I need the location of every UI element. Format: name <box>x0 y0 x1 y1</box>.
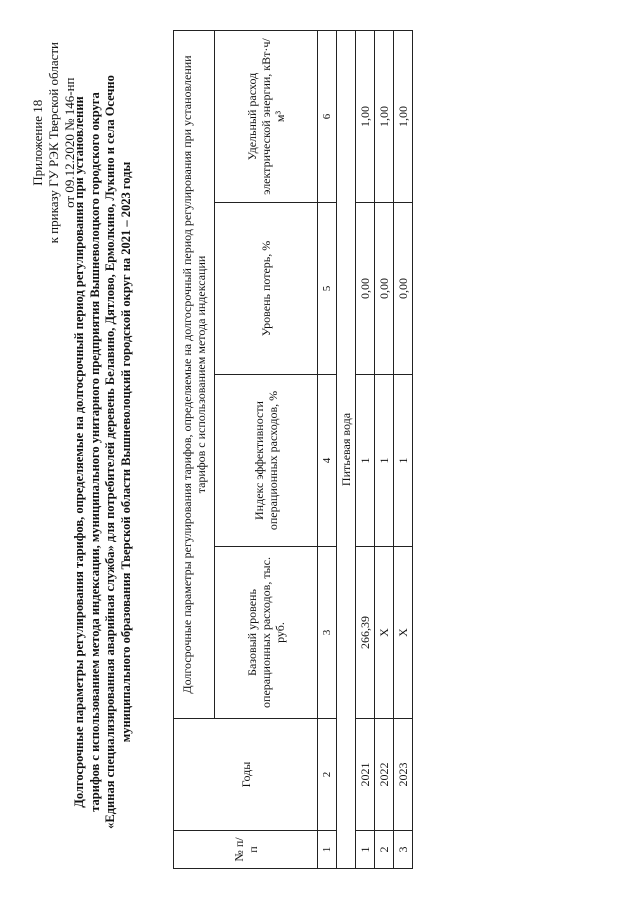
cell-energy-rate: 1,00 <box>393 30 412 202</box>
cell-losses: 0,00 <box>374 203 393 375</box>
appendix-line-2: к приказу ГУ РЭК Тверской области <box>45 42 61 244</box>
col-number: 6 <box>317 30 336 202</box>
appendix-line-1: Приложение 18 <box>29 99 45 186</box>
appendix-header <box>30 42 78 243</box>
header-col-energy-rate: Удельный расход электрической энергии, кВт·ч/м³ <box>214 30 317 202</box>
rotated-content <box>10 2 630 902</box>
column-numbers-row <box>317 30 336 868</box>
table-row <box>374 30 393 868</box>
header-group: Долгосрочные параметры регулирования тарифов, определяемые на долгосрочный период регулирования при установлении тарифов с использованием метода индексации <box>173 30 214 718</box>
cell-energy-rate: 1,00 <box>374 30 393 202</box>
col-number: 5 <box>317 203 336 375</box>
cell-base-level: X <box>374 547 393 719</box>
section-label: Питьевая вода <box>336 30 355 868</box>
cell-base-level: 266,39 <box>355 547 374 719</box>
cell-losses: 0,00 <box>355 203 374 375</box>
header-col-losses: Уровень потерь, % <box>214 203 317 375</box>
header-num: № п/п <box>173 831 317 869</box>
cell-efficiency-index: 1 <box>374 375 393 547</box>
col-number: 4 <box>317 375 336 547</box>
col-number: 1 <box>317 831 336 869</box>
col-number: 2 <box>317 719 336 831</box>
cell-num: 3 <box>393 831 412 869</box>
section-row <box>336 30 355 868</box>
title-line-4: муниципального образования Тверской области Вышневолоцкий городской округ на 2021 – 2023 годы <box>118 161 132 743</box>
table-row <box>393 30 412 868</box>
cell-num: 1 <box>355 831 374 869</box>
cell-year: 2023 <box>393 719 412 831</box>
document-title <box>72 42 134 862</box>
cell-num: 2 <box>374 831 393 869</box>
cell-energy-rate: 1,00 <box>355 30 374 202</box>
col-number: 3 <box>317 547 336 719</box>
cell-year: 2022 <box>374 719 393 831</box>
header-years: Годы <box>173 719 317 831</box>
cell-year: 2021 <box>355 719 374 831</box>
cell-base-level: X <box>393 547 412 719</box>
cell-losses: 0,00 <box>393 203 412 375</box>
header-col-efficiency-index: Индекс эффективности операционных расходов, % <box>214 375 317 547</box>
table-row <box>355 30 374 868</box>
cell-efficiency-index: 1 <box>393 375 412 547</box>
header-row-main <box>173 30 214 868</box>
header-col-base-level: Базовый уровень операционных расходов, тыс. руб. <box>214 547 317 719</box>
cell-efficiency-index: 1 <box>355 375 374 547</box>
title-line-1: Долгосрочные параметры регулирования тарифов, определяемые на долгосрочный период регулирования при установлении <box>71 96 86 808</box>
title-line-3: «Единая специализированная аварийная служба» для потребителей деревень Белавино, Дятлово, Ермолкино, Лукино и села Осечно <box>102 75 117 829</box>
appendix-line-3: от 09.12.2020 № 146-нп <box>61 77 77 208</box>
title-line-2: тарифов с использованием метода индексации, муниципального унитарного предприятия Вышневолоцкого городского округа <box>87 92 101 812</box>
parameters-table <box>173 30 413 869</box>
